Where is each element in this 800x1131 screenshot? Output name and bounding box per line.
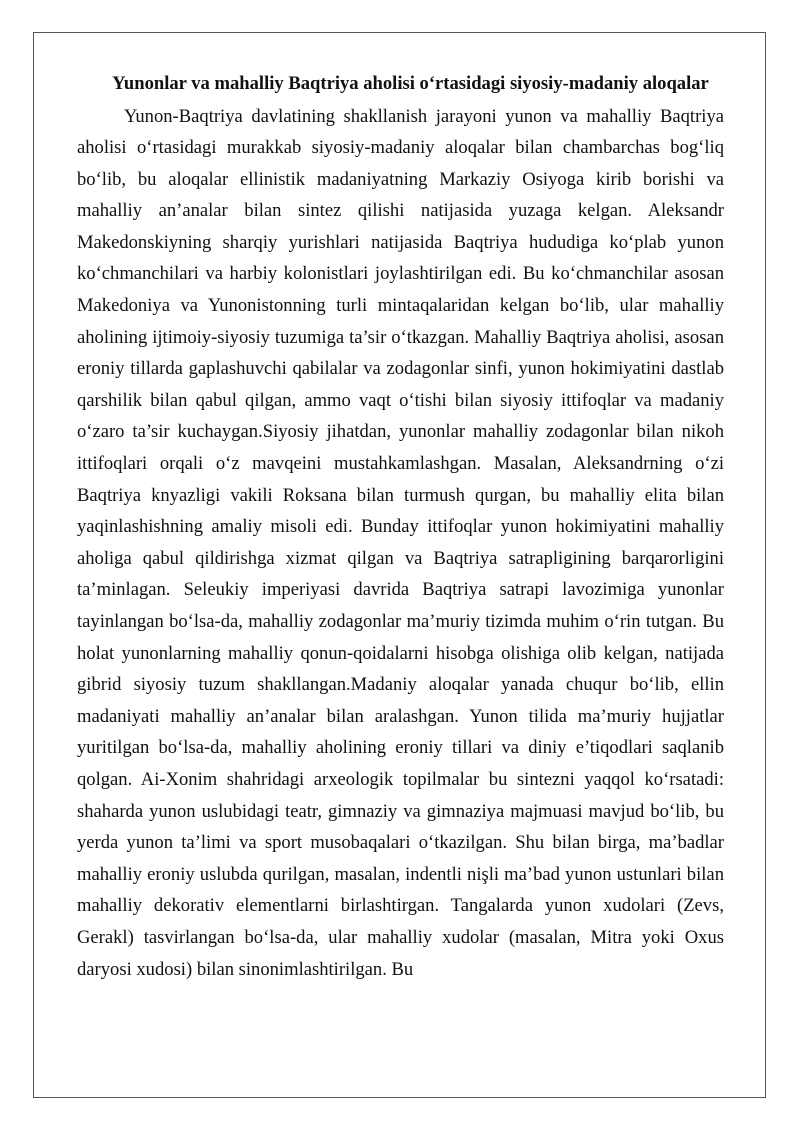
document-title: Yunonlar va mahalliy Baqtriya aholisi o‘rtasidagi siyosiy-madaniy aloqalar xyxy=(112,73,709,94)
body-paragraph: Yunon-Baqtriya davlatining shakllanish jarayoni yunon va mahalliy Baqtriya aholisi o‘rtasidagi murakkab siyosiy-madaniy aloqalar bilan chambarchas bog‘liq bo‘lib, bu aloqalar ellinistik madaniyatning Markaziy Osiyoga kirib borishi va mahalliy an’analar bilan sintez qilishi natijasida yuzaga kelgan. Aleksandr Makedonskiyning sharqiy yurishlari natijasida Baqtriya hududiga ko‘plab yunon ko‘chmanchilari va harbiy kolonistlari joylashtirilgan edi. Bu ko‘chmanchilar asosan Makedoniya va Yunonistonning turli mintaqalaridan kelgan bo‘lib, ular mahalliy aholining ijtimoiy-siyosiy tuzumiga ta’sir o‘tkazgan. Mahalliy Baqtriya aholisi, asosan eroniy tillarda gaplashuvchi qabilalar va zodagonlar sinfi, yunon hokimiyatini dastlab qarshilik bilan qabul qilgan, ammo vaqt o‘tishi bilan siyosiy ittifoqlar va madaniy o‘zaro ta’sir kuchaygan.Siyosiy jihatdan, yunonlar mahalliy zodagonlar bilan nikoh ittifoqlari orqali o‘z mavqeini mustahkamlashgan. Masalan, Aleksandrning o‘zi Baqtriya knyazligi vakili Roksana bilan turmush qurgan, bu mahalliy elita bilan yaqinlashishning amaliy misoli edi. Bunday ittifoqlar yunon hokimiyatini mahalliy aholiga qabul qildirishga xizmat qilgan va Baqtriya satrapligining barqarorligini ta’minlagan. Seleukiy imperiyasi davrida Baqtriya satrapi lavozimiga yunonlar tayinlangan bo‘lsa-da, mahalliy zodagonlar ma’muriy tizimda muhim o‘rin tutgan. Bu holat yunonlarning mahalliy qonun-qoidalarni hisobga olishiga olib kelgan, natijada gibrid siyosiy tuzum shakllangan.Madaniy aloqalar yanada chuqur bo‘lib, ellin madaniyati mahalliy an’analar bilan aralashgan. Yunon tilida ma’muriy hujjatlar yuritilgan bo‘lsa-da, mahalliy aholining eroniy tillari va diniy e’tiqodlari saqlanib qolgan. Ai-Xonim shahridagi arxeologik topilmalar bu sintezni yaqqol ko‘rsatadi: shaharda yunon uslubidagi teatr, gimnaziy va gimnaziya majmuasi mavjud bo‘lib, bu yerda yunon ta’limi va sport musobaqalari o‘tkazilgan. Shu bilan birga, ma’badlar mahalliy eroniy uslubda qurilgan, masalan, indentli nişli ma’bad yunon ustunlari bilan mahalliy dekorativ elementlarni birlashtirgan. Tangalarda yunon xudolari (Zevs, Gerakl) tasvirlangan bo‘lsa-da, ular mahalliy xudolar (masalan, Mitra yoki Oxus daryosi xudosi) bilan sinonimlashtirilgan. Bu xyxy=(77,105,724,980)
document-content xyxy=(77,68,724,985)
